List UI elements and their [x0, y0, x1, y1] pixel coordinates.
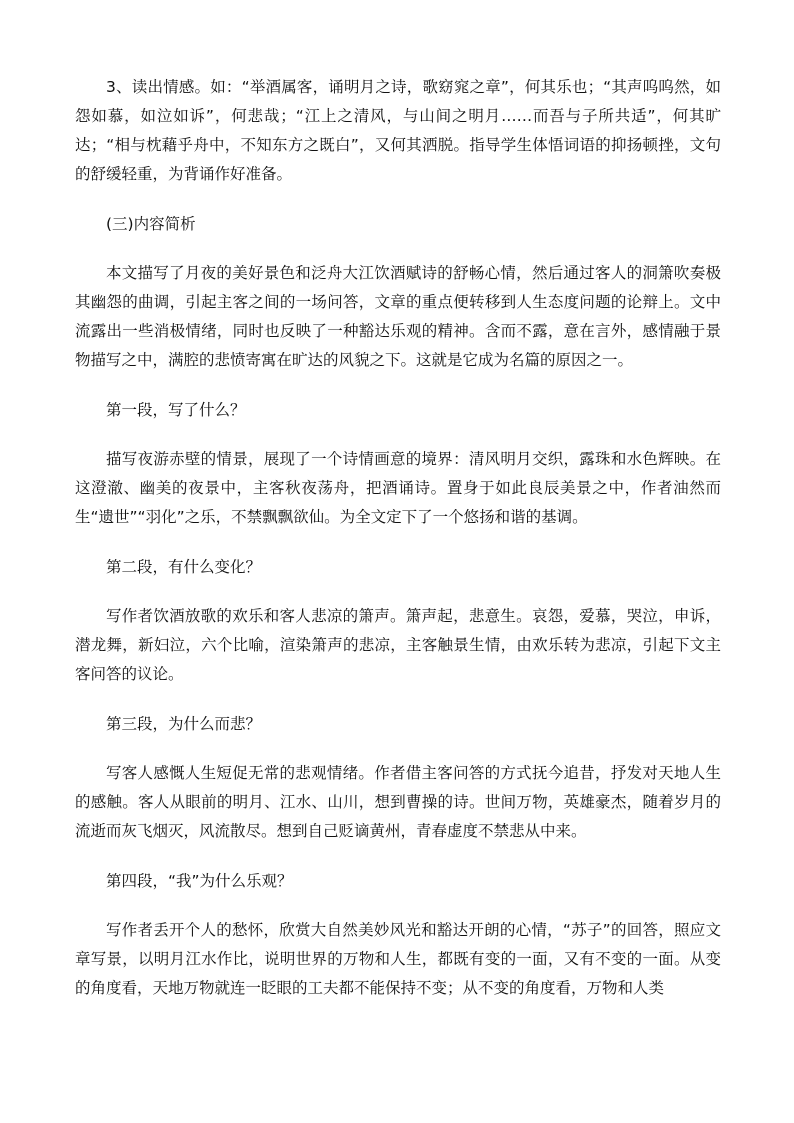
question-paragraph-one: 第一段，写了什么？ [106, 401, 246, 419]
paragraph-summary: 本文描写了月夜的美好景色和泛舟大江饮酒赋诗的舒畅心情，然后通过客人的洞箫吹奏极其幽怨的曲调，引起主客之间的一场问答，文章的重点便转移到人生态度问题的论辩上。文中流露出一些消极情绪，同时也反映了一种豁达乐观的精神。含而不露，意在言外，感情融于景物描写之中，满腔的悲愤寄寓在旷达的风貌之下。这就是它成为名篇的原因之一。 [75, 264, 721, 369]
answer-paragraph-four: 写作者丢开个人的愁怀，欣赏大自然美妙风光和豁达开朗的心情，“苏子”的回答，照应文章写景，以明月江水作比，说明世界的万物和人生，都既有变的一面，又有不变的一面。从变的角度看，天地万物就连一眨眼的工夫都不能保持不变；从不变的角度看，万物和人类 [75, 921, 721, 997]
document-body [75, 73, 721, 1024]
paragraph-reading-emotion: 3、读出情感。如：“举酒属客，诵明月之诗，歌窈窕之章”，何其乐也；“其声呜呜然，如怨如慕，如泣如诉”，何悲哉；“江上之清风，与山间之明月……而吾与子所共适”，何其旷达；“相与枕藉乎舟中，不知东方之既白”，又何其洒脱。指导学生体悟词语的抑扬顿挫，文句的舒缓轻重，为背诵作好准备。 [75, 78, 721, 183]
question-paragraph-two: 第二段，有什么变化？ [106, 558, 262, 576]
answer-paragraph-two: 写作者饮酒放歌的欢乐和客人悲凉的箫声。箫声起，悲意生。哀怨，爱慕，哭泣，申诉，潜龙舞，新妇泣，六个比喻，渲染箫声的悲凉，主客触景生情，由欢乐转为悲凉，引起下文主客问答的议论。 [75, 607, 721, 683]
answer-paragraph-three: 写客人感慨人生短促无常的悲观情绪。作者借主客问答的方式抚今追昔，抒发对天地人生的感触。客人从眼前的明月、江水、山川，想到曹操的诗。世间万物，英雄豪杰，随着岁月的流逝而灰飞烟灭，风流散尽。想到自己贬谪黄州，青春虚度不禁悲从中来。 [75, 764, 721, 840]
section-heading-content-analysis: (三)内容简析 [106, 215, 196, 233]
question-paragraph-three: 第三段，为什么而悲？ [106, 715, 262, 733]
question-paragraph-four: 第四段，“我”为什么乐观？ [106, 872, 293, 890]
answer-paragraph-one: 描写夜游赤壁的情景，展现了一个诗情画意的境界：清风明月交织，露珠和水色辉映。在这澄澈、幽美的夜景中，主客秋夜荡舟，把酒诵诗。置身于如此良辰美景之中，作者油然而生“遗世”“羽化”之乐，不禁飘飘欲仙。为全文定下了一个悠扬和谐的基调。 [75, 450, 721, 526]
